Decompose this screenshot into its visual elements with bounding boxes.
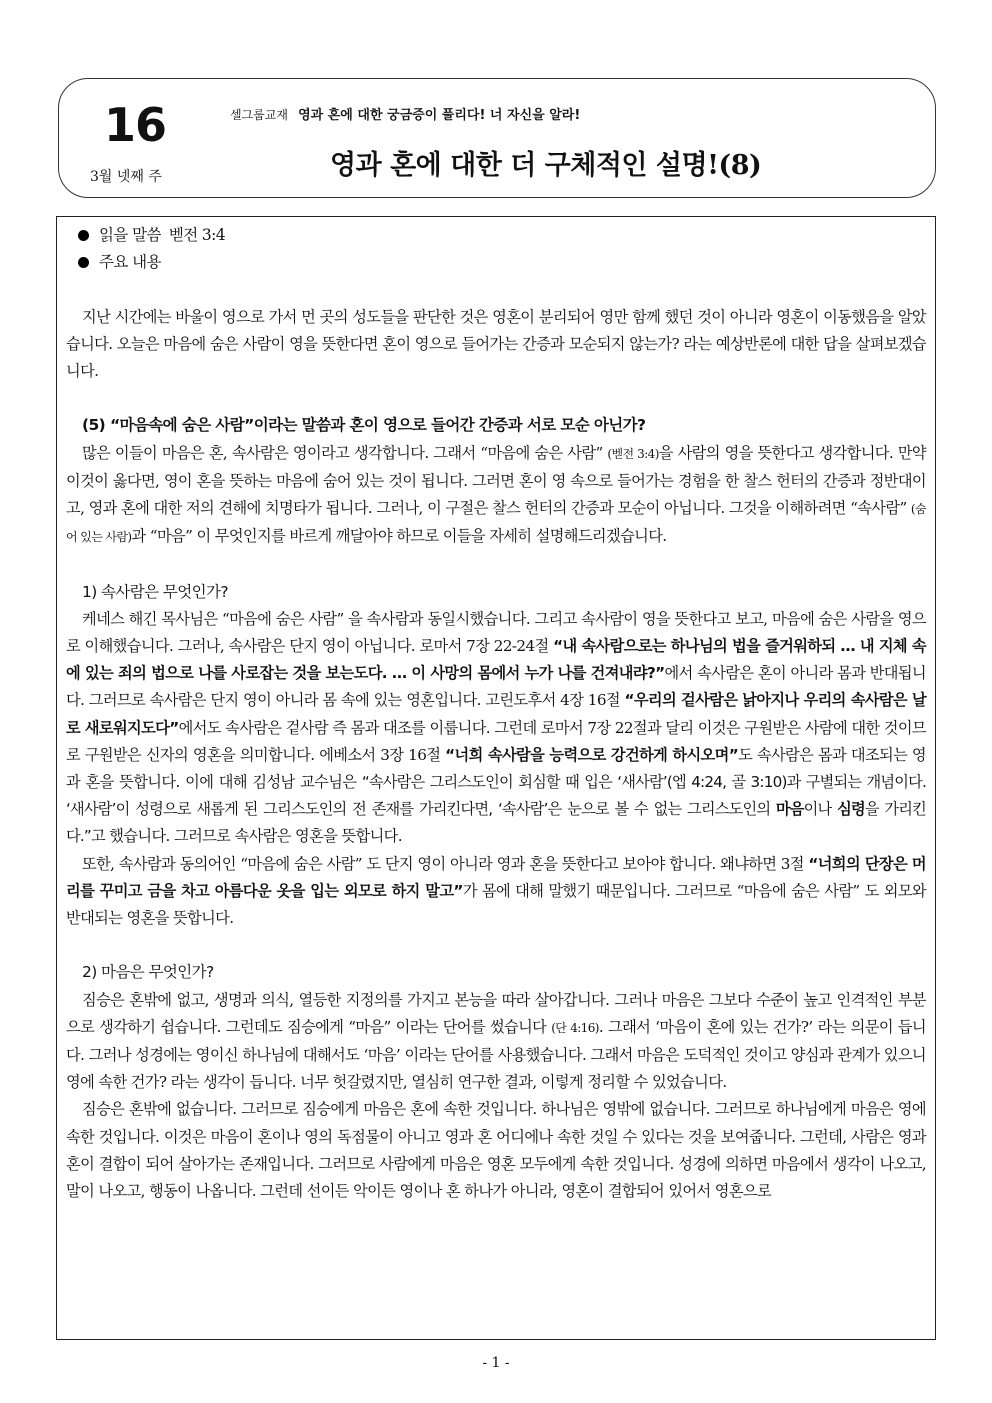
series-title: 영과 혼에 대한 궁금증이 풀리다! 너 자신을 알라! <box>298 108 581 123</box>
sub1-paragraph-1: 케네스 해긴 목사님은 “마음에 숨은 사람” 을 속사람과 동일시했습니다. 그리고 속사람이 영을 뜻한다고 보고, 마음에 숨은 사람을 영으로 이해했습니다. 그러나, 속사람은 단지 영이 아닙니다. 로마서 7장 22-24절 “내 속사람으로는 하나님의 법을 즐거워하되 … 내 지체 속에 있는 죄의 법으로 나를 사로잡는 것을 보는도다. … 이 사망의 몸에서 누가 나를 건져내랴?”에서 속사람은 혼이 아니라 몸과 반대됩니다. 그러므로 속사람은 단지 영이 아니라 몸 속에 있는 영혼입니다. 고린도후서 4장 16절 “우리의 겉사람은 낡아지나 우리의 속사람은 날로 새로워지도다”에서도 속사람은 겉사람 즉 몸과 대조를 이룹니다. 그런데 로마서 7장 22절과 달리 이것은 구원받은 사람에 대한 것이므로 구원받은 신자의 영혼을 의미합니다. 에베소서 3장 16절 “너희 속사람을 능력으로 강건하게 하시오며”도 속사람은 몸과 대조되는 영과 혼을 뜻합니다. 이에 대해 김성남 교수님은 “속사람은 그리스도인이 회심할 때 입은 ‘새사람’(엡 4:24, 골 3:10)과 구별되는 개념이다. ‘새사람’이 성령으로 새롭게 된 그리스도인의 전 존재를 가리킨다면, ‘속사람’은 눈으로 볼 수 없는 그리스도인의 마음이나 심령을 가리킨다.”고 했습니다. 그러므로 속사람은 영혼을 뜻합니다. <box>66 609 927 846</box>
lesson-number: 16 <box>104 98 167 152</box>
sub2-paragraph-2: 짐승은 혼밖에 없습니다. 그러므로 짐승에게 마음은 혼에 속한 것입니다. 하나님은 영밖에 없습니다. 그러므로 하나님에게 마음은 영에 속한 것입니다. 이것은 마음이 혼이나 영의 독점물이 아니고 영과 혼 어디에나 속한 것일 수 있다는 것을 보여줍니다. 그런데, 사람은 영과 혼이 결합이 되어 살아가는 존재입니다. 그러므로 사람에게 마음은 영혼 모두에게 속한 것입니다. 성경에 의하면 마음에서 생각이 나오고, 말이 나오고, 행동이 나옵니다. 그런데 선이든 악이든 영이나 혼 하나가 아니라, 영혼이 결합되어 있어서 영혼으로 <box>66 1100 926 1200</box>
sub1-heading: 1) 속사람은 무엇인가? <box>82 582 228 601</box>
reading-bullet <box>66 222 926 249</box>
reading-label: 읽을 말씀 <box>99 226 161 244</box>
sub2-paragraph-1: 짐승은 혼밖에 없고, 생명과 의식, 열등한 지정의를 가지고 본능을 따라 살아갑니다. 그러나 마음은 그보다 수준이 높고 인격적인 부분으로 생각하기 쉽습니다. 그런데도 짐승에게 “마음” 이라는 단어를 썼습니다 (단 4:16). 그래서 ‘마음이 혼에 있는 건가?’ 라는 의문이 듭니다. 그러나 성경에는 영이신 하나님에 대해서도 ‘마음’ 이라는 단어를 사용했습니다. 그래서 마음은 도덕적인 것이고 양심과 관계가 있으니 영에 속한 건가? 라는 생각이 듭니다. 너무 헛갈렸지만, 열심히 연구한 결과, 이렇게 정리할 수 있었습니다. <box>66 990 926 1092</box>
series-line <box>230 104 580 123</box>
main-bullet <box>66 249 926 276</box>
bullet-dot-icon <box>78 230 89 241</box>
content <box>66 222 926 1205</box>
bullet-dot-icon <box>78 257 89 268</box>
main-label: 주요 내용 <box>99 253 161 272</box>
section5-paragraph: 많은 이들이 마음은 혼, 속사람은 영이라고 생각합니다. 그래서 “마음에 숨은 사람” (벧전 3:4)을 사람의 영을 뜻한다고 생각합니다. 만약 이것이 옳다면, 영이 혼을 뜻하는 마음에 숨어 있는 것이 됩니다. 그러면 혼이 영 속으로 들어가는 경험을 한 찰스 헌터의 간증과 정반대이고, 영과 혼에 대한 저의 견해에 치명타가 됩니다. 그러나, 이 구절은 찰스 헌터의 간증과 모순이 아닙니다. 그것을 이해하려면 “속사람” (숨어 있는 사람)과 “마음” 이 무엇인지를 바르게 깨달아야 하므로 이들을 자세히 설명해드리겠습니다. <box>66 443 926 546</box>
series-label: 셀그룹교재 <box>230 108 288 122</box>
intro-paragraph: 지난 시간에는 바울이 영으로 가서 먼 곳의 성도들을 판단한 것은 영혼이 분리되어 영만 함께 했던 것이 아니라 영혼이 이동했음을 알았습니다. 오늘은 마음에 숨은 사람이 영을 뜻한다면 혼이 영으로 들어가는 간증과 모순되지 않는가? 라는 예상반론에 대한 답을 살펴보겠습니다. <box>66 307 926 380</box>
sub1-paragraph-2: 또한, 속사람과 동의어인 “마음에 숨은 사람” 도 단지 영이 아니라 영과 혼을 뜻한다고 보아야 합니다. 왜냐하면 3절 “너희의 단장은 머리를 꾸미고 금을 차고 아름다운 옷을 입는 외모로 하지 말고”가 몸에 대해 말했기 때문입니다. 그러므로 “마음에 숨은 사람” 도 외모와 반대되는 영혼을 뜻합니다. <box>66 854 927 927</box>
reading-value: 벧전 3:4 <box>168 226 226 244</box>
sub2-heading: 2) 마음은 무엇인가? <box>82 963 214 982</box>
page-number: - 1 - <box>482 1355 510 1371</box>
page-title: 영과 혼에 대한 더 구체적인 설명!(8) <box>330 150 762 181</box>
week-label: 3월 넷째 주 <box>90 169 162 185</box>
section5-heading: (5) “마음속에 숨은 사람”이라는 말씀과 혼이 영으로 들어간 간증과 서로 모순 아닌가? <box>82 416 646 435</box>
